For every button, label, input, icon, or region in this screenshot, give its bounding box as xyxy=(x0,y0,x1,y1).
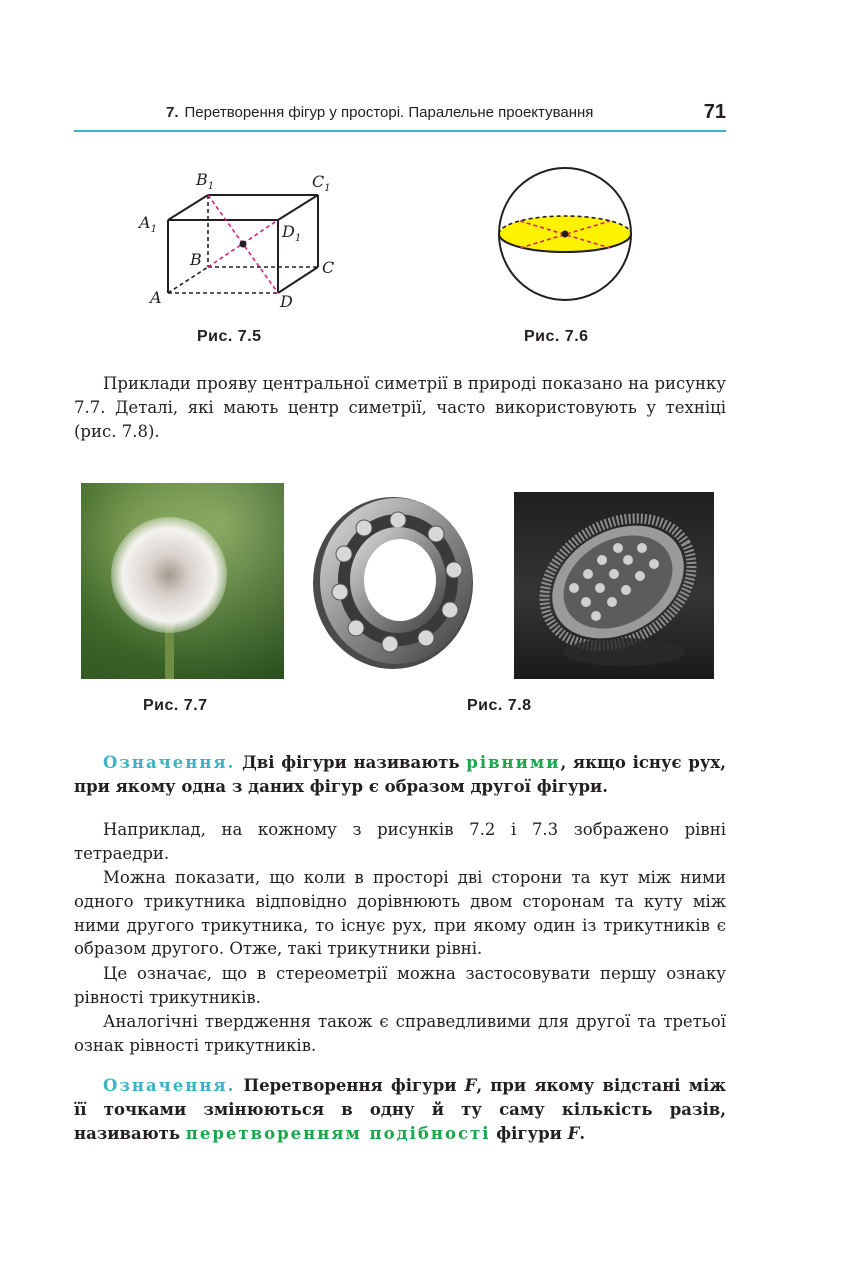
edge-ab-hidden xyxy=(168,267,208,293)
label-c1: $C_1$ xyxy=(312,172,331,194)
definition-1-text-a: Дві фігури називають xyxy=(235,753,467,772)
figure-7-6-sphere xyxy=(490,165,640,315)
definition-1 xyxy=(74,751,726,799)
caption-fig-7-6: Рис. 7.6 xyxy=(524,328,589,345)
page-number: 71 xyxy=(703,101,726,123)
chapter-title-text: Перетворення фігур у просторі. Паралельне проектування xyxy=(184,104,594,121)
label-d: D xyxy=(280,292,293,311)
label-c: C xyxy=(322,258,335,277)
running-header xyxy=(74,98,726,132)
bearing-hole xyxy=(364,539,436,621)
label-b1: $B_1$ xyxy=(196,170,215,192)
label-d1: $D_1$ xyxy=(282,222,302,244)
label-a1: $A_1$ xyxy=(139,213,157,235)
definition-1-highlight: рівними xyxy=(466,753,561,772)
definition-2-text-b: , при якому відстані між її точками змінюються в одну й ту саму кількість разів, називають xyxy=(74,1076,726,1143)
caption-fig-7-5: Рис. 7.5 xyxy=(197,328,262,345)
photo-dandelion xyxy=(81,483,284,679)
definition-2-text-c: фігури xyxy=(490,1123,568,1143)
caption-fig-7-7: Рис. 7.7 xyxy=(143,697,208,714)
dandelion-image xyxy=(81,483,284,679)
definition-2 xyxy=(74,1074,726,1145)
figure-7-5-parallelepiped xyxy=(130,165,350,315)
definition-2-term: Означення. xyxy=(103,1076,236,1095)
paragraph-1: Приклади прояву центральної симетрії в природі показано на рисунку 7.7. Деталі, які мають центр симетрії, часто використовують у техніці (рис. 7.8). xyxy=(74,374,726,441)
label-b: B xyxy=(190,250,202,269)
edge-dc xyxy=(278,267,318,293)
label-a: A xyxy=(150,288,162,307)
edge-a1b1 xyxy=(168,195,208,220)
definition-2-highlight: перетворенням подібності xyxy=(185,1123,491,1143)
chapter-title xyxy=(166,104,593,121)
photo-ball-bearing xyxy=(308,492,478,674)
paragraph-4: Це означає, що в стереометрії можна застосовувати першу ознаку рівності трикутників. xyxy=(74,964,726,1007)
edge-d1c1 xyxy=(278,195,318,220)
sphere-center-point xyxy=(562,231,569,238)
photo-gear xyxy=(514,492,714,679)
center-point xyxy=(240,241,247,248)
chapter-number: 7. xyxy=(166,104,179,121)
paragraph-5: Аналогічні твердження також є справедливими для другої та третьої ознак рівності трикутників. xyxy=(74,1012,726,1055)
paragraph-3: Можна показати, що коли в просторі дві сторони та кут між ними одного трикутника відповідно дорівнюють двом сторонам та куту між ними другого трикутника, то існує рух, при якому один із трикутників є образом другого. Отже, такі трикутники рівні. xyxy=(74,868,726,959)
definition-1-term: Означення. xyxy=(103,753,236,772)
gear-image xyxy=(514,492,714,679)
definition-1-text-b: , якщо існує рух, при якому одна з даних фігур є образом другої фігури. xyxy=(74,753,727,796)
definition-2-text-d: . xyxy=(579,1123,586,1143)
figure-variable-f: F xyxy=(464,1076,477,1095)
definition-2-text-a: Перетворення фігури xyxy=(235,1076,465,1095)
dandelion-seed-head xyxy=(111,517,227,633)
caption-fig-7-8: Рис. 7.8 xyxy=(467,697,532,714)
figure-variable-f-2: F xyxy=(567,1123,580,1143)
paragraph-2: Наприклад, на кожному з рисунків 7.2 і 7.3 зображено рівні тетраедри. xyxy=(74,820,726,863)
